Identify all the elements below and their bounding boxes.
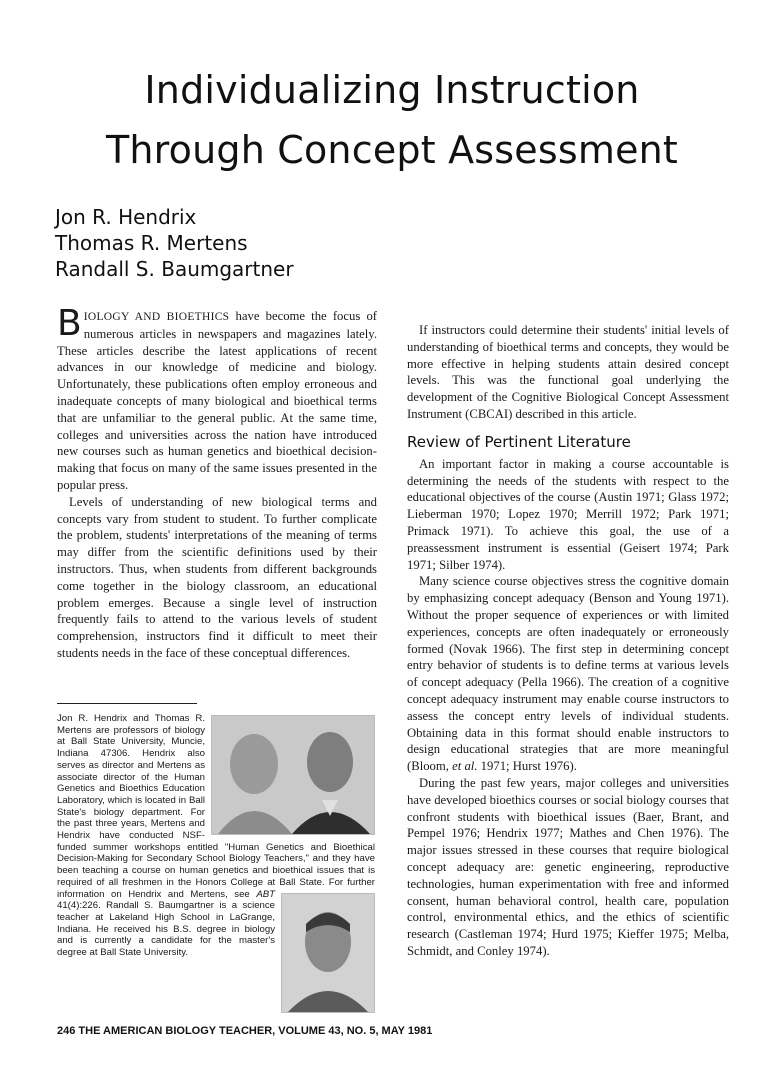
author-photo-hendrix-mertens — [211, 715, 375, 835]
author-list — [55, 204, 294, 282]
bio-divider — [57, 703, 197, 704]
lead-smallcaps: IOLOGY AND BIOETHICS — [83, 311, 230, 323]
body-paragraph: Levels of understanding of new biological terms and concepts vary from student to student. To further complicate the problem, students' interpretations of the meaning of terms may differ from the scientific definitions used by their instructors. Thus, when students from different backgrounds come together in the biology classroom, an educational problem emerges. Because a single level of instruction frequently fails to attend to the various levels of student comprehension, instructors find it difficult to meet their students needs in the face of these conceptual differences. — [57, 494, 377, 660]
author-name: Thomas R. Mertens — [55, 231, 248, 255]
article-title-line-1: Individualizing Instruction — [144, 68, 640, 112]
journal-abbrev: ABT — [256, 888, 275, 900]
right-column — [407, 322, 729, 960]
author-bio — [57, 713, 375, 1013]
drop-cap: B — [57, 303, 82, 344]
body-paragraph: Many science course objectives stress the cognitive domain by emphasizing concept adequacy (Benson and Young 1971). Without the proper sequence of experiences or with limited experiences, concepts are often inadequately or erroneously formed (Novak 1966). The first step in determining concept entry behavior of students is to define terms at various levels of concept adequacy (Pella 1966). The creation of a cognitive concept adequacy instrument may enable course instructors to assess the concept entry levels of individual students. Obtaining data in this format should enable instructors to design educational strategies that are more meaningful (Bloom, et al. 1971; Hurst 1976). — [407, 574, 729, 774]
page-footer: 246 THE AMERICAN BIOLOGY TEACHER, VOLUME 43, NO. 5, MAY 1981 — [57, 1025, 433, 1037]
body-paragraph: An important factor in making a course accountable is determining the needs of the students with respect to the educational objectives of the course (Austin 1971; Glass 1972; Lieberman 1970; Lopez 1970; Merrill 1972; Park 1971; Primack 1971). To achieve this goal, the use of a preassessment instrument is essential (Geisert 1974; Park 1971; Silber 1974). — [407, 456, 729, 572]
left-column — [57, 303, 378, 662]
intro-paragraph — [57, 303, 378, 494]
bio-text: Jon R. Hendrix and Thomas R. Mertens are professors of biology at Ball State University, Muncie, Indiana 47306. Hendrix also serves as director and Mertens as associate director of the Human Genetics and Bioethics Education Laboratory, which is located in Ball State's biology department. For the past three years, Mertens and Hendrix have conducted NSF-funded summer workshops entitled "Human Genetics and Bioethical Decision-Making for Secondary School Biology Teachers," and they have been teaching a course on human genetics and bioethical issues that is required of all freshmen in the Honors College at Ball State. For further information on Hendrix and Mertens, see ABT 41(4):226. Randall S. Baumgartner is a science teacher at Lakeland High School in LaGrange, Indiana. He received his B.S. degree in biology and is currently a candidate for the master's degree at Ball State University. — [57, 713, 375, 959]
author-name: Jon R. Hendrix — [55, 205, 197, 229]
author-photo-baumgartner — [281, 893, 375, 1013]
article-title-line-2: Through Concept Assessment — [105, 128, 679, 172]
body-paragraph: If instructors could determine their students' initial levels of understanding of bioethical terms and concepts, they would be more effective in helping students attain desired concept levels. This was the functional goal underlying the development of the Cognitive Biological Concept Assessment Instrument (CBCAI) described in this article. — [407, 323, 729, 421]
author-name: Randall S. Baumgartner — [55, 257, 294, 281]
intro-text: have become the focus of numerous articles in newspapers and magazines lately. These articles describe the latest applications of recent advances in our knowledge of medicine and biology. Unfortunately, these publications often employ erroneous and inadequate concepts of many biological and bioethical terms that are unfamiliar to the general public. At the same time, colleges and universities across the nation have introduced new courses such as human genetics and bioethical decision-making that focus on many of the same issues presented in the popular press. — [57, 309, 378, 492]
body-paragraph: During the past few years, major colleges and universities have developed bioethics courses or social biology courses that confront students with bioethical issues (Baer, Brant, and Pempel 1976; Hendrix 1977; Mathes and Chen 1976). The major issues stressed in these courses that require biological concept adequacy are: genetic engineering, reproductive technologies, human experimentation with free and informed consent, human behavioral control, health care, population control, environmental ethics, and the ethics of scientific research (Castleman 1974; Hurd 1975; Kieffer 1975; Melba, Schmidt, and Conley 1974). — [407, 775, 729, 958]
section-heading: Review of Pertinent Literature — [407, 432, 631, 451]
